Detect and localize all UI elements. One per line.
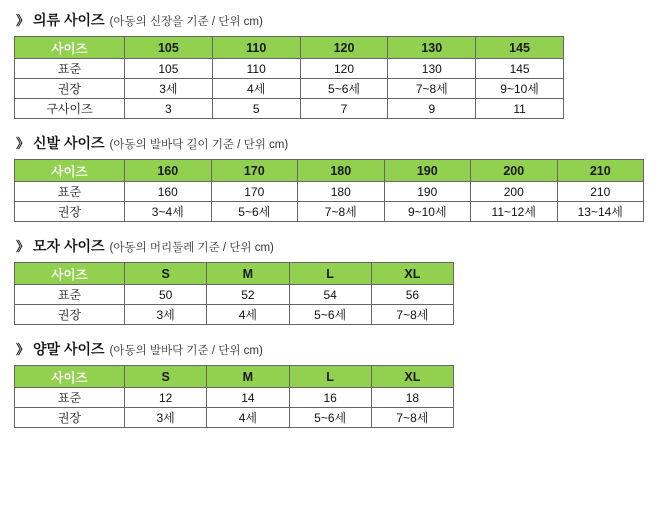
table-row [15,408,454,428]
table-header-row [15,263,454,285]
section-title-apparel [16,10,644,30]
column-header: XL [371,263,453,285]
cell: 5~6세 [300,79,388,99]
cell: 180 [298,182,385,202]
cell: 105 [125,59,213,79]
table-row [15,182,644,202]
cell: 4세 [207,305,289,325]
row-label: 표준 [15,285,125,305]
column-header: 120 [300,37,388,59]
column-header: 사이즈 [15,37,125,59]
row-label: 구사이즈 [15,99,125,119]
chevron-right-icon: 》 [16,13,29,28]
table-row [15,59,564,79]
cell: 160 [125,182,212,202]
cell: 14 [207,388,289,408]
column-header: 210 [557,160,644,182]
cell: 7 [300,99,388,119]
column-header: XL [371,366,453,388]
cell: 210 [557,182,644,202]
chevron-right-icon: 》 [16,239,29,254]
row-label: 권장 [15,79,125,99]
cell: 9 [388,99,476,119]
section-hat [14,236,644,325]
column-header: 사이즈 [15,366,125,388]
column-header: 200 [471,160,558,182]
cell: 52 [207,285,289,305]
column-header: 170 [211,160,298,182]
cell: 200 [471,182,558,202]
size-table-hat [14,262,454,325]
column-header: 사이즈 [15,263,125,285]
cell: 5~6세 [211,202,298,222]
column-header: 145 [476,37,564,59]
section-title-hat [16,236,644,256]
table-row [15,79,564,99]
section-title-socks [16,339,644,359]
column-header: M [207,263,289,285]
cell: 50 [125,285,207,305]
cell: 3세 [125,79,213,99]
cell: 110 [212,59,300,79]
size-table-shoes [14,159,644,222]
section-note: (아동의 발바닥 길이 기준 / 단위 cm) [109,139,289,151]
cell: 16 [289,388,371,408]
section-shoes [14,133,644,222]
table-row [15,202,644,222]
section-socks [14,339,644,428]
cell: 130 [388,59,476,79]
row-label: 권장 [15,202,125,222]
cell: 7~8세 [388,79,476,99]
cell: 11 [476,99,564,119]
section-title-shoes [16,133,644,153]
row-label: 권장 [15,408,125,428]
cell: 190 [384,182,471,202]
cell: 145 [476,59,564,79]
cell: 3~4세 [125,202,212,222]
section-name: 양말 사이즈 [33,341,105,357]
section-name: 신발 사이즈 [33,135,105,151]
cell: 5~6세 [289,305,371,325]
table-row [15,388,454,408]
cell: 3세 [125,305,207,325]
cell: 56 [371,285,453,305]
cell: 3 [125,99,213,119]
cell: 7~8세 [298,202,385,222]
size-table-socks [14,365,454,428]
section-note: (아동의 머리둘레 기준 / 단위 cm) [109,242,274,254]
cell: 9~10세 [476,79,564,99]
column-header: 130 [388,37,476,59]
row-label: 표준 [15,59,125,79]
column-header: 190 [384,160,471,182]
cell: 3세 [125,408,207,428]
table-row [15,285,454,305]
size-table-apparel [14,36,564,119]
section-apparel [14,10,644,119]
column-header: 105 [125,37,213,59]
chevron-right-icon: 》 [16,342,29,357]
table-row [15,99,564,119]
cell: 7~8세 [371,408,453,428]
cell: 4세 [212,79,300,99]
row-label: 표준 [15,388,125,408]
cell: 4세 [207,408,289,428]
row-label: 권장 [15,305,125,325]
column-header: M [207,366,289,388]
cell: 18 [371,388,453,408]
table-header-row [15,37,564,59]
table-header-row [15,366,454,388]
column-header: 160 [125,160,212,182]
column-header: L [289,366,371,388]
cell: 170 [211,182,298,202]
section-note: (아동의 신장을 기준 / 단위 cm) [109,16,263,28]
column-header: 사이즈 [15,160,125,182]
chevron-right-icon: 》 [16,136,29,151]
column-header: S [125,263,207,285]
column-header: L [289,263,371,285]
cell: 9~10세 [384,202,471,222]
cell: 120 [300,59,388,79]
section-note: (아동의 발바닥 기준 / 단위 cm) [109,345,263,357]
cell: 13~14세 [557,202,644,222]
cell: 5 [212,99,300,119]
table-row [15,305,454,325]
table-header-row [15,160,644,182]
cell: 11~12세 [471,202,558,222]
column-header: S [125,366,207,388]
section-name: 의류 사이즈 [33,12,105,28]
column-header: 110 [212,37,300,59]
cell: 54 [289,285,371,305]
cell: 7~8세 [371,305,453,325]
section-name: 모자 사이즈 [33,238,105,254]
row-label: 표준 [15,182,125,202]
cell: 12 [125,388,207,408]
cell: 5~6세 [289,408,371,428]
column-header: 180 [298,160,385,182]
